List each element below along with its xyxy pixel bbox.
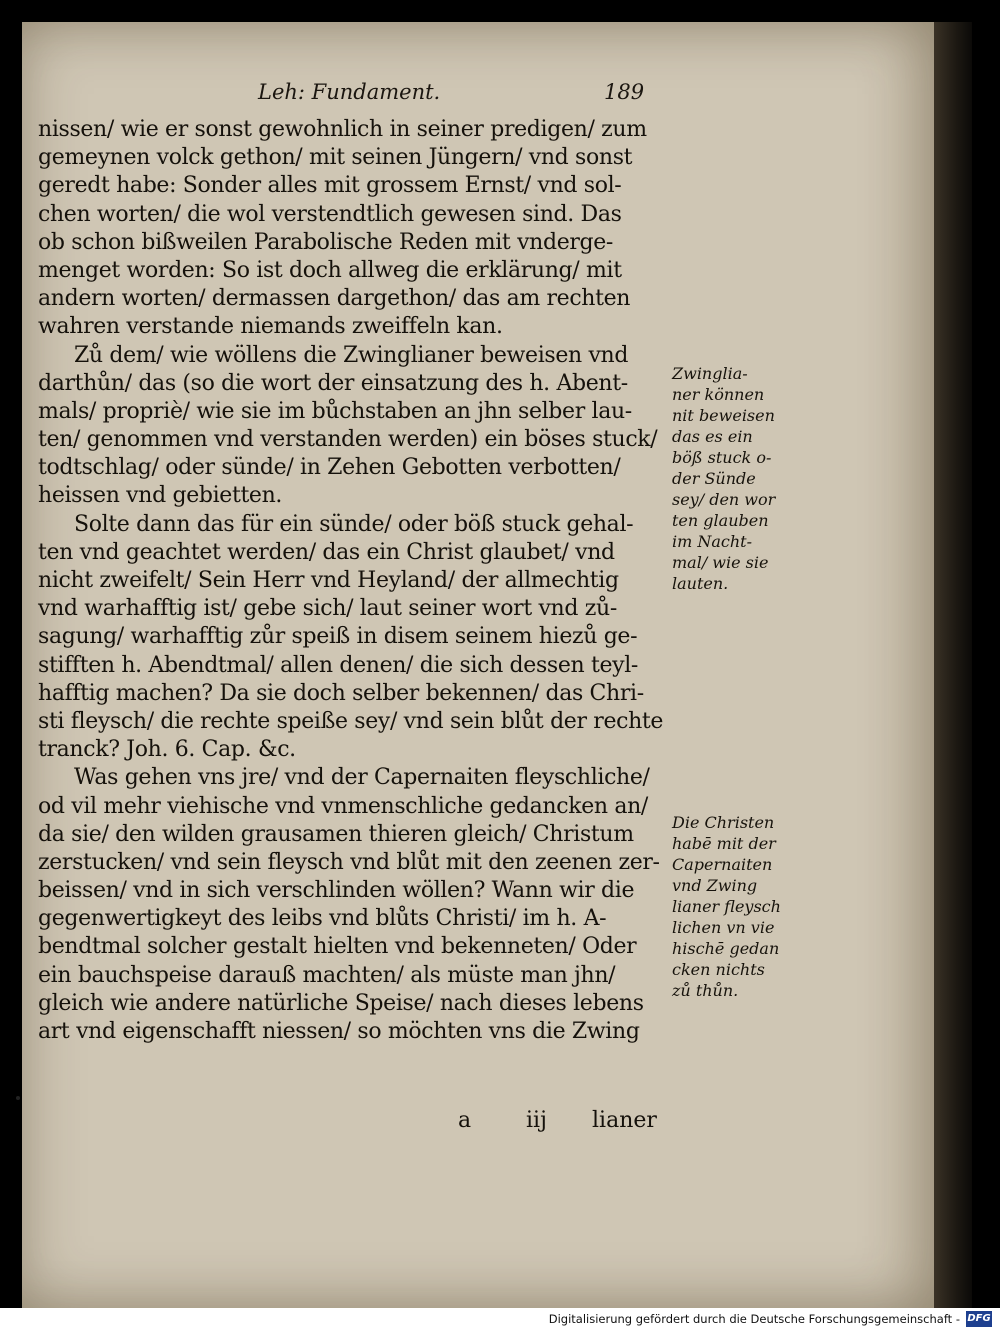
text-line: Was gehen vns jre/ vnd der Capernaiten fleyschliche/ — [74, 765, 650, 791]
margin-note-line: mal/ wie sie — [672, 553, 769, 572]
margin-note-line: sey/ den wor — [672, 490, 776, 509]
margin-note-line: das es ein — [672, 427, 753, 446]
signature-mark: a — [458, 1108, 472, 1133]
text-line: andern worten/ dermassen dargethon/ das am rechten — [38, 286, 631, 312]
text-line: bendtmal solcher gestalt hielten vnd bekenneten/ Oder — [38, 934, 637, 960]
text-line: menget worden: So ist doch allweg die erklärung/ mit — [38, 257, 622, 283]
text-line: mals/ propriè/ wie sie im bůchstaben an jhn selber lau- — [38, 398, 632, 424]
text-line: sagung/ warhafftig zůr speiß in disem seinem hiezů ge- — [38, 624, 638, 650]
margin-note-line: ner können — [672, 385, 765, 404]
margin-note-line: vnd Zwing — [672, 876, 758, 895]
signature-number: iij — [526, 1108, 547, 1133]
signature-line — [450, 1108, 670, 1138]
text-line: heissen vnd gebietten. — [38, 483, 283, 509]
margin-note-line: lichen vn vie — [672, 918, 775, 937]
text-line: Solte dann das für ein sünde/ oder böß stuck gehal- — [74, 511, 634, 537]
text-line: ten vnd geachtet werden/ das ein Christ glaubet/ vnd — [38, 539, 615, 565]
text-line: ob schon bißweilen Parabolische Reden mit vnderge- — [38, 229, 614, 255]
margin-note-line: Capernaiten — [672, 855, 773, 874]
margin-note-line: Die Christen — [672, 813, 775, 832]
funding-credit: Digitalisierung gefördert durch die Deutsche Forschungsgemeinschaft - — [548, 1312, 960, 1326]
margin-note-line: nit beweisen — [672, 406, 775, 425]
text-line: chen worten/ die wol verstendtlich gewesen sind. Das — [38, 201, 622, 227]
text-line: wahren verstande niemands zweiffeln kan. — [38, 314, 503, 340]
ink-speck — [16, 1096, 20, 1100]
margin-note-line: ten glauben — [672, 511, 769, 530]
page-edge-shadow — [934, 22, 972, 1308]
text-line: ein bauchspeise darauß machten/ als müste man jhn/ — [38, 962, 616, 988]
text-line: nicht zweifelt/ Sein Herr vnd Heyland/ der allmechtig — [38, 568, 619, 593]
text-line: beissen/ vnd in sich verschlinden wöllen? Wann wir die — [38, 878, 635, 904]
text-line: sti fleysch/ die rechte speiße sey/ vnd sein blůt der rechte — [38, 708, 664, 734]
text-line: todtschlag/ oder sünde/ in Zehen Gebotten verbotten/ — [38, 455, 621, 481]
page-number: 189 — [604, 80, 645, 104]
text-line: gegenwertigkeyt des leibs vnd blůts Christi/ im h. A- — [38, 906, 607, 932]
margin-note — [672, 363, 800, 594]
margin-note-line: cken nichts — [672, 960, 765, 979]
text-line: nissen/ wie er sonst gewohnlich in seiner predigen/ zum — [38, 117, 647, 142]
body-text — [38, 116, 668, 1046]
text-line: vnd warhafftig ist/ gebe sich/ laut seiner wort vnd zů- — [38, 596, 617, 622]
margin-note-line: lianer fleysch — [672, 897, 781, 916]
text-line: gleich wie andere natürliche Speise/ nach dieses lebens — [38, 990, 644, 1016]
text-line: art vnd eigenschafft niessen/ so möchten vns die Zwing — [38, 1019, 640, 1044]
margin-note-line: Zwinglia- — [672, 364, 748, 383]
text-line: stifften h. Abendtmal/ allen denen/ die sich dessen teyl- — [38, 652, 638, 678]
margin-note-line: hischē gedan — [672, 939, 780, 958]
text-line: Zů dem/ wie wöllens die Zwinglianer beweisen vnd — [74, 342, 629, 368]
text-line: od vil mehr viehische vnd vnmenschliche gedancken an/ — [38, 793, 648, 819]
text-line: gemeynen volck gethon/ mit seinen Jüngern/ vnd sonst — [38, 145, 633, 171]
running-head: Leh: Fundament. — [258, 80, 441, 104]
text-line: hafftig machen? Da sie doch selber bekennen/ das Chri- — [38, 680, 644, 706]
margin-note-line: böß stuck o- — [672, 448, 772, 467]
margin-note-line: habē mit der — [672, 834, 776, 853]
text-line: tranck? Joh. 6. Cap. &c. — [38, 737, 296, 763]
dfg-logo: DFG — [966, 1311, 992, 1327]
credit-bar — [0, 1308, 1000, 1332]
margin-note-line: im Nacht- — [672, 532, 753, 551]
margin-note-line: lauten. — [672, 574, 729, 593]
text-line: da sie/ den wilden grausamen thieren gleich/ Christum — [38, 821, 634, 847]
text-line: zerstucken/ vnd sein fleysch vnd blůt mit den zeenen zer- — [38, 849, 660, 875]
text-line: ten/ genommen vnd verstanden werden) ein böses stuck/ — [38, 427, 658, 453]
text-line: geredt habe: Sonder alles mit grossem Ernst/ vnd sol- — [38, 173, 622, 199]
margin-note-line: zů thůn. — [672, 981, 739, 1000]
catchword: lianer — [592, 1108, 657, 1133]
margin-note-line: der Sünde — [672, 469, 756, 488]
margin-note — [672, 812, 800, 1001]
text-line: darthůn/ das (so die wort der einsatzung des h. Abent- — [38, 370, 628, 396]
